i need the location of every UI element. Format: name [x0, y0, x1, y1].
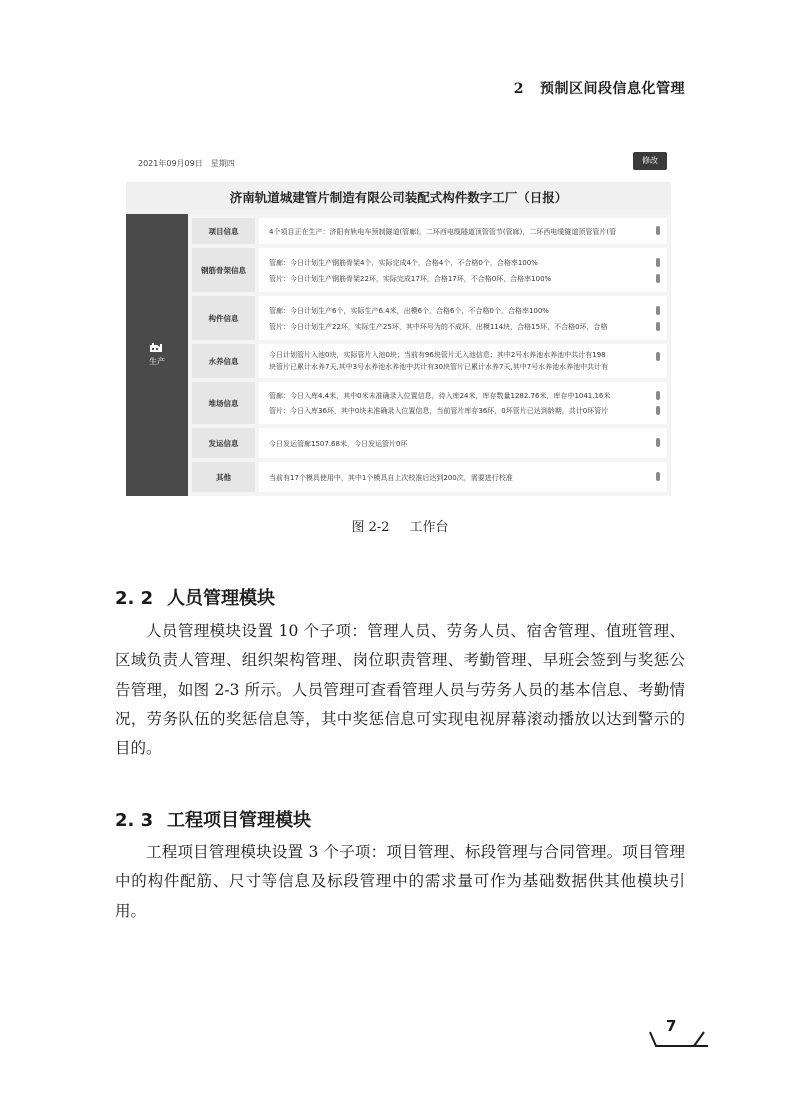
sidebar — [126, 214, 188, 496]
figure-caption — [0, 516, 800, 535]
section-number: 2. 3 — [115, 810, 154, 831]
report-date: 2021年09月09日 星期四 — [138, 159, 235, 168]
info-row — [192, 462, 667, 492]
body-paragraph: 人员管理模块设置 10 个子项：管理人员、劳务人员、宿舍管理、值班管理、区域负责人管理、组织架构管理、岗位职责管理、考勤管理、早班会签到与奖惩公告管理，如图 2-3 所示。人员管理可查看管理人员与劳务人员的基本信息、考勤情况，劳务队伍的奖惩信息等，其中奖惩信息可实现电视屏幕滚动播放以达到警示的目的。 — [115, 622, 685, 758]
factory-icon — [149, 342, 163, 352]
row-line: 管片：今日计划生产钢筋骨架22环，实际完成17环，合格17环，不合格0环，合格率100% — [269, 275, 552, 283]
row-line: 管廊：今日入库4.4米，其中0米未准确录入位置信息，待入库24米，库存数量1282.76米，库存中1041.16米 — [269, 392, 611, 400]
info-rows — [188, 214, 671, 496]
row-line: 当前有17个模具使用中，其中1个模具自上次校准后达到200次，需要进行校准 — [269, 474, 513, 482]
scrollbar[interactable] — [656, 306, 660, 315]
row-line: 今日计划管片入池0块，实际管片入池0块；当前有96块管片无入池信息；其中2号水养池水养池中共计有198 — [269, 351, 606, 359]
row-line: 管片：今日计划生产22环，实际生产25环，其中环号为的不成环，出模114块，合格15环，不合格0环，合格 — [269, 323, 608, 331]
scrollbar[interactable] — [656, 322, 660, 331]
edit-button[interactable]: 修改 — [633, 152, 667, 170]
page-number-ornament — [648, 1028, 712, 1050]
chapter-title: 预制区间段信息化管理 — [540, 81, 685, 97]
scrollbar[interactable] — [656, 472, 660, 481]
row-label: 钢筋骨架信息 — [192, 248, 255, 292]
sidebar-item-production[interactable]: 生产 — [149, 357, 165, 366]
row-line: 4个项目正在生产：济阳有轨电车预制隧道(管廊)，二环西电缆隧道顶管管节(管廊)，二环西电缆隧道顶管管片(管 — [269, 228, 617, 236]
row-content — [259, 428, 667, 458]
info-row — [192, 382, 667, 424]
info-row — [192, 296, 667, 340]
row-label: 发运信息 — [192, 428, 255, 458]
info-row — [192, 428, 667, 458]
scrollbar[interactable] — [656, 274, 660, 283]
row-label: 构件信息 — [192, 296, 255, 340]
row-content — [259, 248, 667, 292]
row-content — [259, 382, 667, 424]
scrollbar[interactable] — [656, 352, 660, 361]
row-label: 水养信息 — [192, 344, 255, 378]
row-line: 管廊：今日计划生产6个，实际生产6.4米，出模6个，合格6个，不合格0个，合格率100% — [269, 307, 549, 315]
info-row — [192, 218, 667, 244]
chapter-number: 2 — [513, 81, 524, 97]
scrollbar[interactable] — [656, 438, 660, 447]
row-line: 块管片已累计水养7天,其中3号水养池水养池中共计有30块管片已累计水养7天,其中7号水养池水养池中共计有 — [269, 363, 609, 371]
section-heading — [115, 806, 311, 832]
row-line: 今日发运管廊1507.68米，今日发运管片0环 — [269, 440, 408, 448]
scrollbar[interactable] — [656, 226, 660, 235]
body-paragraph: 工程项目管理模块设置 3 个子项：项目管理、标段管理与合同管理。项目管理中的构件配筋、尺寸等信息及标段管理中的需求量可作为基础数据供其他模块引用。 — [115, 843, 685, 920]
section-title: 人员管理模块 — [167, 588, 275, 609]
info-row — [192, 248, 667, 292]
row-content — [259, 462, 667, 492]
row-label: 堆场信息 — [192, 382, 255, 424]
report-title: 济南轨道城建管片制造有限公司装配式构件数字工厂（日报） — [126, 182, 671, 214]
row-line: 管片：今日入库36环，其中0块未准确录入位置信息，当前管片库存36环，0环管片已达到龄期，共计0环管片 — [269, 407, 609, 415]
workbench-screenshot — [126, 146, 671, 496]
running-head — [514, 78, 685, 98]
row-label: 项目信息 — [192, 218, 255, 244]
row-content — [259, 296, 667, 340]
section-heading — [115, 584, 275, 610]
section-number: 2. 2 — [115, 588, 154, 609]
scrollbar[interactable] — [656, 258, 660, 267]
row-content — [259, 344, 667, 378]
scrollbar[interactable] — [656, 406, 660, 415]
row-line: 管廊：今日计划生产钢筋骨架4个，实际完成4个，合格4个，不合格0个，合格率100% — [269, 259, 538, 267]
info-row — [192, 344, 667, 378]
row-label: 其他 — [192, 462, 255, 492]
scrollbar[interactable] — [656, 391, 660, 400]
page-number: 7 — [666, 1017, 677, 1035]
section-title: 工程项目管理模块 — [167, 810, 311, 831]
row-content — [259, 218, 667, 244]
figure-caption-text: 工作台 — [409, 520, 449, 535]
figure-number: 图 2-2 — [351, 520, 390, 535]
